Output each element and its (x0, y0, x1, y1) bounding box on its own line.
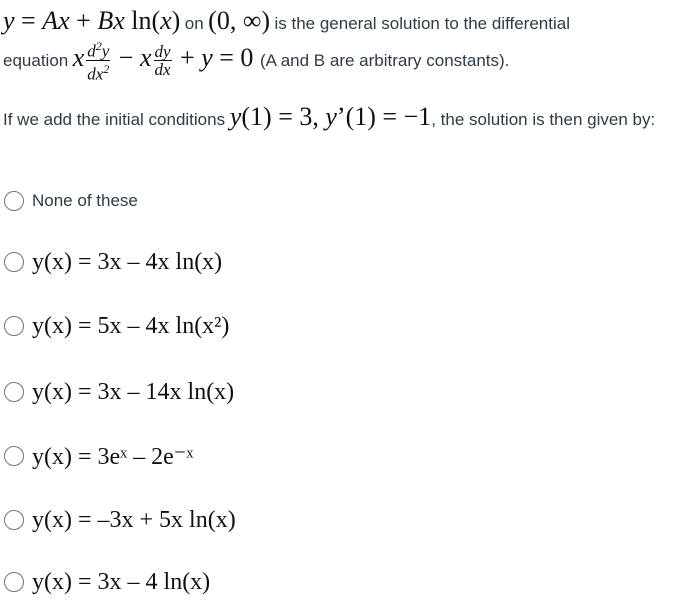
radio-button[interactable] (4, 510, 24, 530)
option-5[interactable] (4, 502, 236, 538)
radio-button[interactable] (4, 446, 24, 466)
option-formula: y(x) = 3x – 4x ln(x) (32, 248, 223, 275)
general-solution-formula: y = Ax + Bx ln(x) (3, 6, 181, 35)
option-formula: y(x) = 3x – 14x ln(x) (32, 378, 235, 405)
question-prefix: If we add the initial conditions (3, 110, 226, 129)
option-1[interactable] (4, 244, 222, 280)
option-formula: y(x) = 3x – 4 ln(x) (32, 568, 211, 595)
option-label: None of these (32, 191, 138, 210)
differential-equation-line (3, 38, 509, 82)
differential-equation: x $\frac{d^2y}{dx^2}$ − x $\frac{dy}{dx}$ + y = 0 (72, 39, 260, 84)
radio-button[interactable] (4, 191, 24, 211)
option-2[interactable] (4, 308, 229, 344)
general-solution-text: is the general solution to the differential (274, 14, 570, 33)
radio-button[interactable] (4, 252, 24, 272)
initial-conditions: y(1) = 3, y’(1) = −1 (229, 102, 432, 131)
general-solution-line (3, 6, 570, 36)
option-formula: y(x) = –3x + 5x ln(x) (32, 506, 236, 533)
option-4[interactable] (4, 438, 193, 474)
on-word: on (184, 14, 204, 33)
option-formula: y(x) = 5x – 4x ln(x²) (32, 312, 230, 339)
question-text (3, 104, 687, 132)
option-6[interactable] (4, 564, 210, 600)
equation-word: equation (3, 51, 69, 71)
question-suffix: , the solution is then given by: (431, 110, 656, 129)
option-none-of-these[interactable] (4, 183, 138, 219)
radio-button[interactable] (4, 316, 24, 336)
constants-note: (A and B are arbitrary constants). (259, 51, 510, 71)
option-formula: y(x) = 3eˣ – 2e⁻ˣ (32, 443, 194, 470)
option-3[interactable] (4, 374, 234, 410)
radio-button[interactable] (4, 382, 24, 402)
interval: (0, ∞) (208, 6, 271, 35)
radio-button[interactable] (4, 572, 24, 592)
